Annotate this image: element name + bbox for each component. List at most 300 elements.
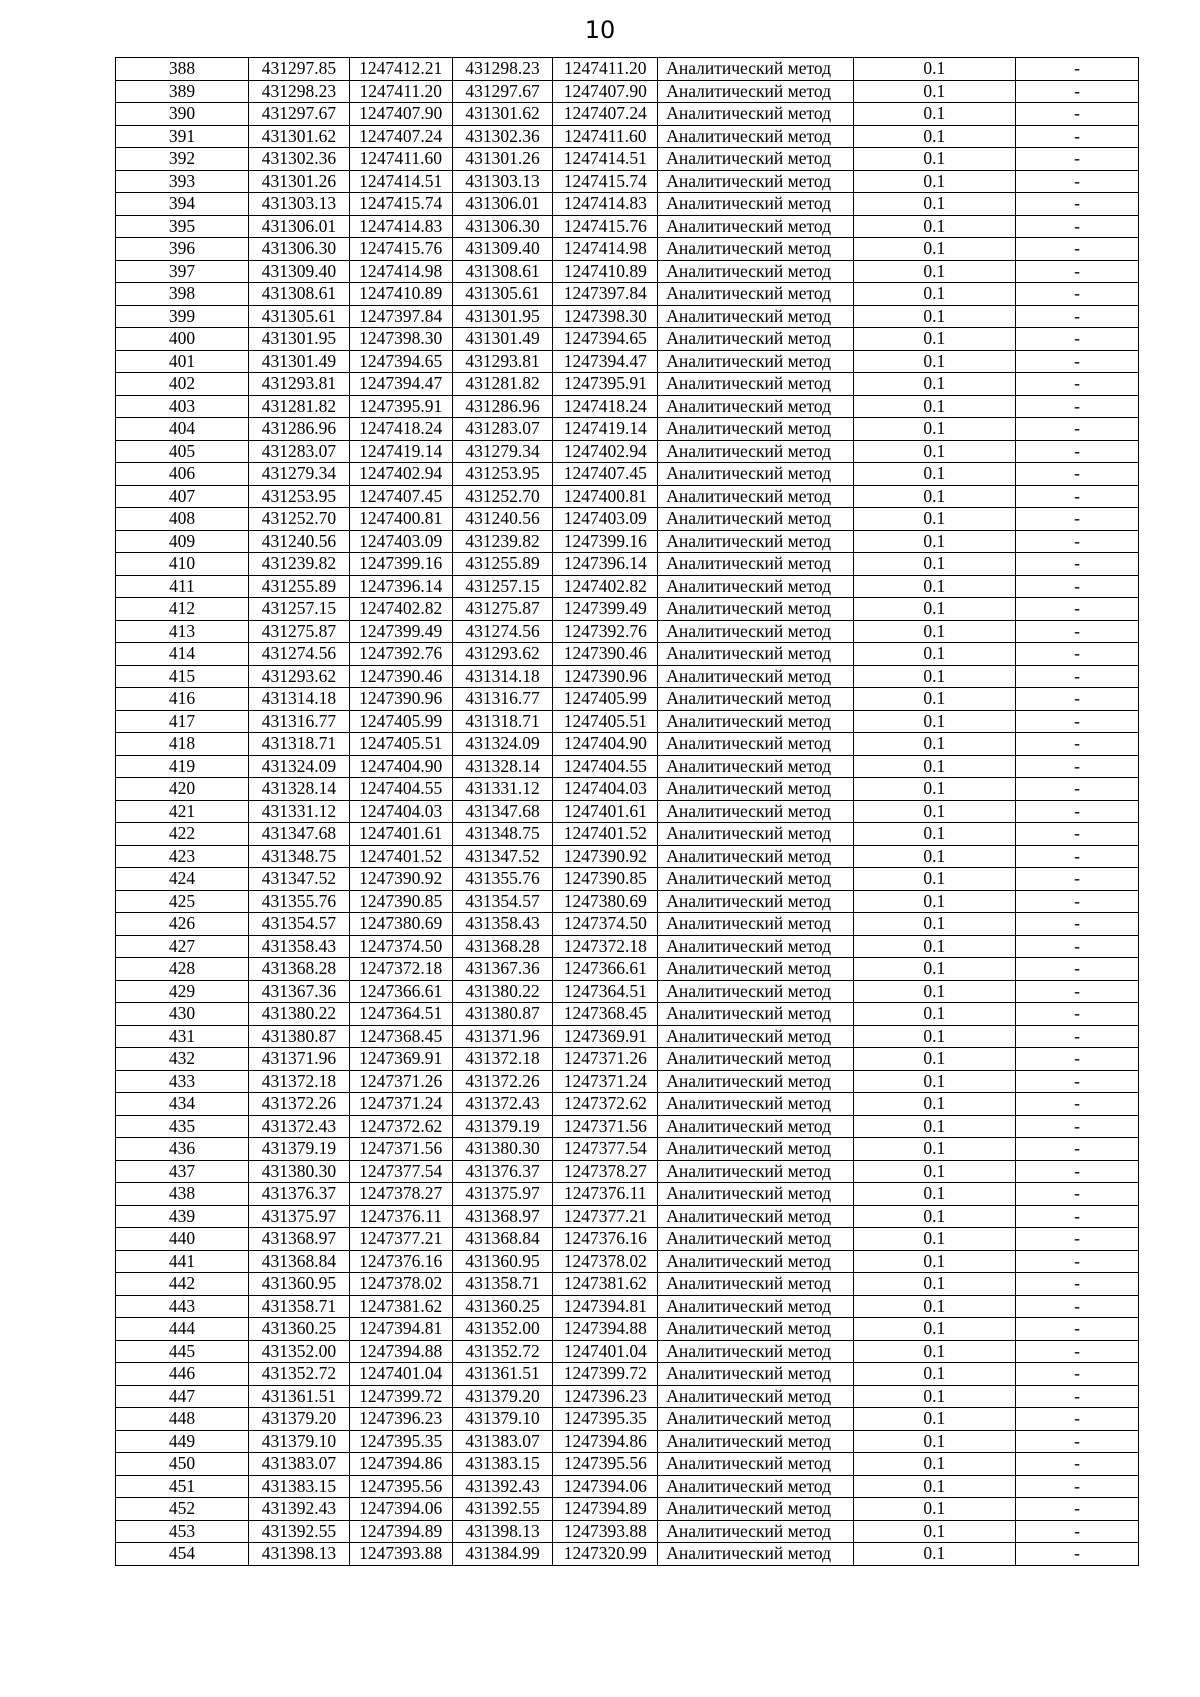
coordinates-table-body xyxy=(116,58,1139,1566)
accuracy-cell: 0.1 xyxy=(853,1093,1015,1116)
description-cell: - xyxy=(1015,665,1138,688)
point-number-cell: 408 xyxy=(116,508,249,531)
method-cell: Аналитический метод xyxy=(658,170,854,193)
x-start-cell: 431293.62 xyxy=(249,665,350,688)
method-cell: Аналитический метод xyxy=(658,350,854,373)
x-start-cell: 431324.09 xyxy=(249,755,350,778)
x-end-cell: 431293.81 xyxy=(452,350,553,373)
y-start-cell: 1247374.50 xyxy=(349,935,452,958)
description-cell: - xyxy=(1015,1363,1138,1386)
point-number-cell: 423 xyxy=(116,845,249,868)
x-start-cell: 431302.36 xyxy=(249,148,350,171)
y-start-cell: 1247400.81 xyxy=(349,508,452,531)
x-start-cell: 431305.61 xyxy=(249,305,350,328)
y-end-cell: 1247376.11 xyxy=(553,1183,658,1206)
table-row xyxy=(116,755,1139,778)
x-end-cell: 431274.56 xyxy=(452,620,553,643)
y-end-cell: 1247372.62 xyxy=(553,1093,658,1116)
method-cell: Аналитический метод xyxy=(658,575,854,598)
description-cell: - xyxy=(1015,620,1138,643)
description-cell: - xyxy=(1015,1160,1138,1183)
y-end-cell: 1247414.51 xyxy=(553,148,658,171)
accuracy-cell: 0.1 xyxy=(853,845,1015,868)
accuracy-cell: 0.1 xyxy=(853,148,1015,171)
table-row xyxy=(116,1363,1139,1386)
y-end-cell: 1247376.16 xyxy=(553,1228,658,1251)
table-row xyxy=(116,215,1139,238)
x-start-cell: 431301.26 xyxy=(249,170,350,193)
description-cell: - xyxy=(1015,980,1138,1003)
point-number-cell: 442 xyxy=(116,1273,249,1296)
accuracy-cell: 0.1 xyxy=(853,598,1015,621)
description-cell: - xyxy=(1015,1475,1138,1498)
point-number-cell: 418 xyxy=(116,733,249,756)
x-start-cell: 431368.84 xyxy=(249,1250,350,1273)
x-end-cell: 431252.70 xyxy=(452,485,553,508)
table-row xyxy=(116,1475,1139,1498)
y-start-cell: 1247415.74 xyxy=(349,193,452,216)
x-end-cell: 431383.15 xyxy=(452,1453,553,1476)
y-start-cell: 1247394.88 xyxy=(349,1340,452,1363)
x-end-cell: 431348.75 xyxy=(452,823,553,846)
table-row xyxy=(116,1498,1139,1521)
y-end-cell: 1247399.72 xyxy=(553,1363,658,1386)
x-start-cell: 431253.95 xyxy=(249,485,350,508)
y-start-cell: 1247378.02 xyxy=(349,1273,452,1296)
y-end-cell: 1247390.85 xyxy=(553,868,658,891)
y-end-cell: 1247407.90 xyxy=(553,80,658,103)
y-start-cell: 1247390.85 xyxy=(349,890,452,913)
y-start-cell: 1247395.91 xyxy=(349,395,452,418)
point-number-cell: 416 xyxy=(116,688,249,711)
accuracy-cell: 0.1 xyxy=(853,980,1015,1003)
point-number-cell: 417 xyxy=(116,710,249,733)
description-cell: - xyxy=(1015,755,1138,778)
accuracy-cell: 0.1 xyxy=(853,395,1015,418)
y-end-cell: 1247393.88 xyxy=(553,1520,658,1543)
x-start-cell: 431257.15 xyxy=(249,598,350,621)
y-end-cell: 1247395.35 xyxy=(553,1408,658,1431)
point-number-cell: 392 xyxy=(116,148,249,171)
table-row xyxy=(116,395,1139,418)
accuracy-cell: 0.1 xyxy=(853,1520,1015,1543)
x-end-cell: 431324.09 xyxy=(452,733,553,756)
point-number-cell: 390 xyxy=(116,103,249,126)
table-row xyxy=(116,508,1139,531)
description-cell: - xyxy=(1015,1183,1138,1206)
point-number-cell: 420 xyxy=(116,778,249,801)
y-end-cell: 1247371.24 xyxy=(553,1070,658,1093)
x-start-cell: 431379.20 xyxy=(249,1408,350,1431)
description-cell: - xyxy=(1015,103,1138,126)
accuracy-cell: 0.1 xyxy=(853,260,1015,283)
table-row xyxy=(116,148,1139,171)
accuracy-cell: 0.1 xyxy=(853,418,1015,441)
y-end-cell: 1247364.51 xyxy=(553,980,658,1003)
y-end-cell: 1247394.06 xyxy=(553,1475,658,1498)
description-cell: - xyxy=(1015,440,1138,463)
table-row xyxy=(116,58,1139,81)
x-start-cell: 431316.77 xyxy=(249,710,350,733)
table-row xyxy=(116,1340,1139,1363)
y-start-cell: 1247394.06 xyxy=(349,1498,452,1521)
method-cell: Аналитический метод xyxy=(658,1318,854,1341)
table-row xyxy=(116,170,1139,193)
accuracy-cell: 0.1 xyxy=(853,350,1015,373)
y-start-cell: 1247372.18 xyxy=(349,958,452,981)
description-cell: - xyxy=(1015,800,1138,823)
method-cell: Аналитический метод xyxy=(658,395,854,418)
y-start-cell: 1247377.54 xyxy=(349,1160,452,1183)
table-row xyxy=(116,485,1139,508)
x-end-cell: 431275.87 xyxy=(452,598,553,621)
method-cell: Аналитический метод xyxy=(658,125,854,148)
description-cell: - xyxy=(1015,80,1138,103)
y-end-cell: 1247390.96 xyxy=(553,665,658,688)
point-number-cell: 395 xyxy=(116,215,249,238)
y-end-cell: 1247372.18 xyxy=(553,935,658,958)
description-cell: - xyxy=(1015,260,1138,283)
x-start-cell: 431279.34 xyxy=(249,463,350,486)
y-start-cell: 1247394.81 xyxy=(349,1318,452,1341)
accuracy-cell: 0.1 xyxy=(853,1205,1015,1228)
y-start-cell: 1247402.82 xyxy=(349,598,452,621)
x-end-cell: 431279.34 xyxy=(452,440,553,463)
accuracy-cell: 0.1 xyxy=(853,1115,1015,1138)
y-start-cell: 1247405.99 xyxy=(349,710,452,733)
description-cell: - xyxy=(1015,530,1138,553)
x-end-cell: 431371.96 xyxy=(452,1025,553,1048)
description-cell: - xyxy=(1015,238,1138,261)
y-end-cell: 1247398.30 xyxy=(553,305,658,328)
method-cell: Аналитический метод xyxy=(658,1475,854,1498)
x-start-cell: 431331.12 xyxy=(249,800,350,823)
y-start-cell: 1247414.98 xyxy=(349,260,452,283)
accuracy-cell: 0.1 xyxy=(853,868,1015,891)
x-start-cell: 431283.07 xyxy=(249,440,350,463)
y-start-cell: 1247395.56 xyxy=(349,1475,452,1498)
x-start-cell: 431348.75 xyxy=(249,845,350,868)
description-cell: - xyxy=(1015,958,1138,981)
method-cell: Аналитический метод xyxy=(658,1003,854,1026)
x-start-cell: 431301.95 xyxy=(249,328,350,351)
y-start-cell: 1247414.83 xyxy=(349,215,452,238)
point-number-cell: 437 xyxy=(116,1160,249,1183)
table-row xyxy=(116,463,1139,486)
y-end-cell: 1247400.81 xyxy=(553,485,658,508)
method-cell: Аналитический метод xyxy=(658,328,854,351)
x-end-cell: 431380.30 xyxy=(452,1138,553,1161)
x-start-cell: 431297.67 xyxy=(249,103,350,126)
x-end-cell: 431301.95 xyxy=(452,305,553,328)
x-end-cell: 431368.84 xyxy=(452,1228,553,1251)
table-row xyxy=(116,1003,1139,1026)
method-cell: Аналитический метод xyxy=(658,980,854,1003)
accuracy-cell: 0.1 xyxy=(853,1138,1015,1161)
table-row xyxy=(116,1025,1139,1048)
y-start-cell: 1247376.16 xyxy=(349,1250,452,1273)
description-cell: - xyxy=(1015,845,1138,868)
y-start-cell: 1247402.94 xyxy=(349,463,452,486)
x-end-cell: 431355.76 xyxy=(452,868,553,891)
y-end-cell: 1247404.03 xyxy=(553,778,658,801)
description-cell: - xyxy=(1015,868,1138,891)
table-row xyxy=(116,193,1139,216)
method-cell: Аналитический метод xyxy=(658,845,854,868)
accuracy-cell: 0.1 xyxy=(853,1250,1015,1273)
method-cell: Аналитический метод xyxy=(658,215,854,238)
method-cell: Аналитический метод xyxy=(658,1408,854,1431)
point-number-cell: 403 xyxy=(116,395,249,418)
point-number-cell: 435 xyxy=(116,1115,249,1138)
accuracy-cell: 0.1 xyxy=(853,328,1015,351)
accuracy-cell: 0.1 xyxy=(853,575,1015,598)
y-end-cell: 1247368.45 xyxy=(553,1003,658,1026)
method-cell: Аналитический метод xyxy=(658,440,854,463)
description-cell: - xyxy=(1015,1138,1138,1161)
x-start-cell: 431368.28 xyxy=(249,958,350,981)
method-cell: Аналитический метод xyxy=(658,1183,854,1206)
method-cell: Аналитический метод xyxy=(658,643,854,666)
x-start-cell: 431398.13 xyxy=(249,1543,350,1566)
point-number-cell: 427 xyxy=(116,935,249,958)
point-number-cell: 445 xyxy=(116,1340,249,1363)
y-end-cell: 1247399.16 xyxy=(553,530,658,553)
point-number-cell: 441 xyxy=(116,1250,249,1273)
table-row xyxy=(116,665,1139,688)
x-start-cell: 431375.97 xyxy=(249,1205,350,1228)
point-number-cell: 407 xyxy=(116,485,249,508)
description-cell: - xyxy=(1015,1115,1138,1138)
method-cell: Аналитический метод xyxy=(658,1205,854,1228)
y-end-cell: 1247404.90 xyxy=(553,733,658,756)
y-start-cell: 1247418.24 xyxy=(349,418,452,441)
point-number-cell: 428 xyxy=(116,958,249,981)
accuracy-cell: 0.1 xyxy=(853,643,1015,666)
accuracy-cell: 0.1 xyxy=(853,170,1015,193)
y-end-cell: 1247396.23 xyxy=(553,1385,658,1408)
y-end-cell: 1247377.54 xyxy=(553,1138,658,1161)
x-start-cell: 431352.00 xyxy=(249,1340,350,1363)
accuracy-cell: 0.1 xyxy=(853,238,1015,261)
x-end-cell: 431309.40 xyxy=(452,238,553,261)
point-number-cell: 421 xyxy=(116,800,249,823)
method-cell: Аналитический метод xyxy=(658,1385,854,1408)
table-row xyxy=(116,328,1139,351)
description-cell: - xyxy=(1015,1295,1138,1318)
table-row xyxy=(116,958,1139,981)
point-number-cell: 447 xyxy=(116,1385,249,1408)
x-start-cell: 431306.30 xyxy=(249,238,350,261)
table-row xyxy=(116,1453,1139,1476)
point-number-cell: 419 xyxy=(116,755,249,778)
table-row xyxy=(116,575,1139,598)
y-end-cell: 1247401.04 xyxy=(553,1340,658,1363)
accuracy-cell: 0.1 xyxy=(853,1340,1015,1363)
x-start-cell: 431380.22 xyxy=(249,1003,350,1026)
x-end-cell: 431301.49 xyxy=(452,328,553,351)
accuracy-cell: 0.1 xyxy=(853,283,1015,306)
y-start-cell: 1247405.51 xyxy=(349,733,452,756)
y-start-cell: 1247371.24 xyxy=(349,1093,452,1116)
accuracy-cell: 0.1 xyxy=(853,1048,1015,1071)
y-end-cell: 1247397.84 xyxy=(553,283,658,306)
y-end-cell: 1247320.99 xyxy=(553,1543,658,1566)
point-number-cell: 433 xyxy=(116,1070,249,1093)
point-number-cell: 391 xyxy=(116,125,249,148)
method-cell: Аналитический метод xyxy=(658,80,854,103)
x-start-cell: 431368.97 xyxy=(249,1228,350,1251)
x-start-cell: 431372.43 xyxy=(249,1115,350,1138)
x-start-cell: 431281.82 xyxy=(249,395,350,418)
point-number-cell: 400 xyxy=(116,328,249,351)
y-end-cell: 1247399.49 xyxy=(553,598,658,621)
x-end-cell: 431372.43 xyxy=(452,1093,553,1116)
y-end-cell: 1247411.60 xyxy=(553,125,658,148)
x-end-cell: 431316.77 xyxy=(452,688,553,711)
y-end-cell: 1247403.09 xyxy=(553,508,658,531)
description-cell: - xyxy=(1015,1498,1138,1521)
method-cell: Аналитический метод xyxy=(658,1093,854,1116)
y-start-cell: 1247419.14 xyxy=(349,440,452,463)
y-end-cell: 1247394.47 xyxy=(553,350,658,373)
x-end-cell: 431360.25 xyxy=(452,1295,553,1318)
point-number-cell: 401 xyxy=(116,350,249,373)
accuracy-cell: 0.1 xyxy=(853,1228,1015,1251)
y-end-cell: 1247374.50 xyxy=(553,913,658,936)
x-start-cell: 431360.25 xyxy=(249,1318,350,1341)
y-end-cell: 1247405.99 xyxy=(553,688,658,711)
accuracy-cell: 0.1 xyxy=(853,778,1015,801)
y-start-cell: 1247392.76 xyxy=(349,643,452,666)
y-end-cell: 1247402.82 xyxy=(553,575,658,598)
description-cell: - xyxy=(1015,148,1138,171)
point-number-cell: 397 xyxy=(116,260,249,283)
y-start-cell: 1247395.35 xyxy=(349,1430,452,1453)
accuracy-cell: 0.1 xyxy=(853,823,1015,846)
table-row xyxy=(116,530,1139,553)
y-end-cell: 1247415.76 xyxy=(553,215,658,238)
table-row xyxy=(116,935,1139,958)
y-start-cell: 1247377.21 xyxy=(349,1228,452,1251)
x-start-cell: 431383.15 xyxy=(249,1475,350,1498)
accuracy-cell: 0.1 xyxy=(853,125,1015,148)
x-start-cell: 431308.61 xyxy=(249,283,350,306)
y-end-cell: 1247371.56 xyxy=(553,1115,658,1138)
y-end-cell: 1247401.61 xyxy=(553,800,658,823)
description-cell: - xyxy=(1015,643,1138,666)
x-end-cell: 431306.01 xyxy=(452,193,553,216)
y-end-cell: 1247377.21 xyxy=(553,1205,658,1228)
y-start-cell: 1247397.84 xyxy=(349,305,452,328)
accuracy-cell: 0.1 xyxy=(853,1295,1015,1318)
y-start-cell: 1247369.91 xyxy=(349,1048,452,1071)
point-number-cell: 393 xyxy=(116,170,249,193)
y-end-cell: 1247378.27 xyxy=(553,1160,658,1183)
point-number-cell: 389 xyxy=(116,80,249,103)
method-cell: Аналитический метод xyxy=(658,1453,854,1476)
x-start-cell: 431380.87 xyxy=(249,1025,350,1048)
x-start-cell: 431376.37 xyxy=(249,1183,350,1206)
point-number-cell: 413 xyxy=(116,620,249,643)
point-number-cell: 415 xyxy=(116,665,249,688)
x-start-cell: 431358.71 xyxy=(249,1295,350,1318)
y-end-cell: 1247369.91 xyxy=(553,1025,658,1048)
table-row xyxy=(116,260,1139,283)
y-end-cell: 1247410.89 xyxy=(553,260,658,283)
point-number-cell: 449 xyxy=(116,1430,249,1453)
x-end-cell: 431372.18 xyxy=(452,1048,553,1071)
method-cell: Аналитический метод xyxy=(658,620,854,643)
method-cell: Аналитический метод xyxy=(658,710,854,733)
method-cell: Аналитический метод xyxy=(658,1430,854,1453)
y-start-cell: 1247371.56 xyxy=(349,1138,452,1161)
description-cell: - xyxy=(1015,328,1138,351)
table-row xyxy=(116,868,1139,891)
table-row xyxy=(116,1093,1139,1116)
y-start-cell: 1247412.21 xyxy=(349,58,452,81)
method-cell: Аналитический метод xyxy=(658,598,854,621)
table-row xyxy=(116,823,1139,846)
y-start-cell: 1247381.62 xyxy=(349,1295,452,1318)
y-end-cell: 1247404.55 xyxy=(553,755,658,778)
accuracy-cell: 0.1 xyxy=(853,305,1015,328)
y-end-cell: 1247407.24 xyxy=(553,103,658,126)
accuracy-cell: 0.1 xyxy=(853,800,1015,823)
accuracy-cell: 0.1 xyxy=(853,935,1015,958)
point-number-cell: 444 xyxy=(116,1318,249,1341)
accuracy-cell: 0.1 xyxy=(853,193,1015,216)
x-end-cell: 431297.67 xyxy=(452,80,553,103)
x-start-cell: 431275.87 xyxy=(249,620,350,643)
x-end-cell: 431239.82 xyxy=(452,530,553,553)
x-end-cell: 431352.00 xyxy=(452,1318,553,1341)
description-cell: - xyxy=(1015,508,1138,531)
description-cell: - xyxy=(1015,1340,1138,1363)
method-cell: Аналитический метод xyxy=(658,1228,854,1251)
description-cell: - xyxy=(1015,890,1138,913)
x-end-cell: 431379.19 xyxy=(452,1115,553,1138)
point-number-cell: 402 xyxy=(116,373,249,396)
point-number-cell: 434 xyxy=(116,1093,249,1116)
y-end-cell: 1247402.94 xyxy=(553,440,658,463)
x-end-cell: 431372.26 xyxy=(452,1070,553,1093)
table-row xyxy=(116,553,1139,576)
y-start-cell: 1247378.27 xyxy=(349,1183,452,1206)
description-cell: - xyxy=(1015,688,1138,711)
accuracy-cell: 0.1 xyxy=(853,1025,1015,1048)
description-cell: - xyxy=(1015,1205,1138,1228)
table-row xyxy=(116,710,1139,733)
method-cell: Аналитический метод xyxy=(658,193,854,216)
x-end-cell: 431379.10 xyxy=(452,1408,553,1431)
description-cell: - xyxy=(1015,823,1138,846)
point-number-cell: 422 xyxy=(116,823,249,846)
table-row xyxy=(116,1070,1139,1093)
point-number-cell: 414 xyxy=(116,643,249,666)
description-cell: - xyxy=(1015,1520,1138,1543)
x-end-cell: 431298.23 xyxy=(452,58,553,81)
y-end-cell: 1247366.61 xyxy=(553,958,658,981)
y-start-cell: 1247404.55 xyxy=(349,778,452,801)
point-number-cell: 405 xyxy=(116,440,249,463)
table-row xyxy=(116,1543,1139,1566)
table-row xyxy=(116,1408,1139,1431)
description-cell: - xyxy=(1015,935,1138,958)
method-cell: Аналитический метод xyxy=(658,823,854,846)
description-cell: - xyxy=(1015,418,1138,441)
point-number-cell: 453 xyxy=(116,1520,249,1543)
